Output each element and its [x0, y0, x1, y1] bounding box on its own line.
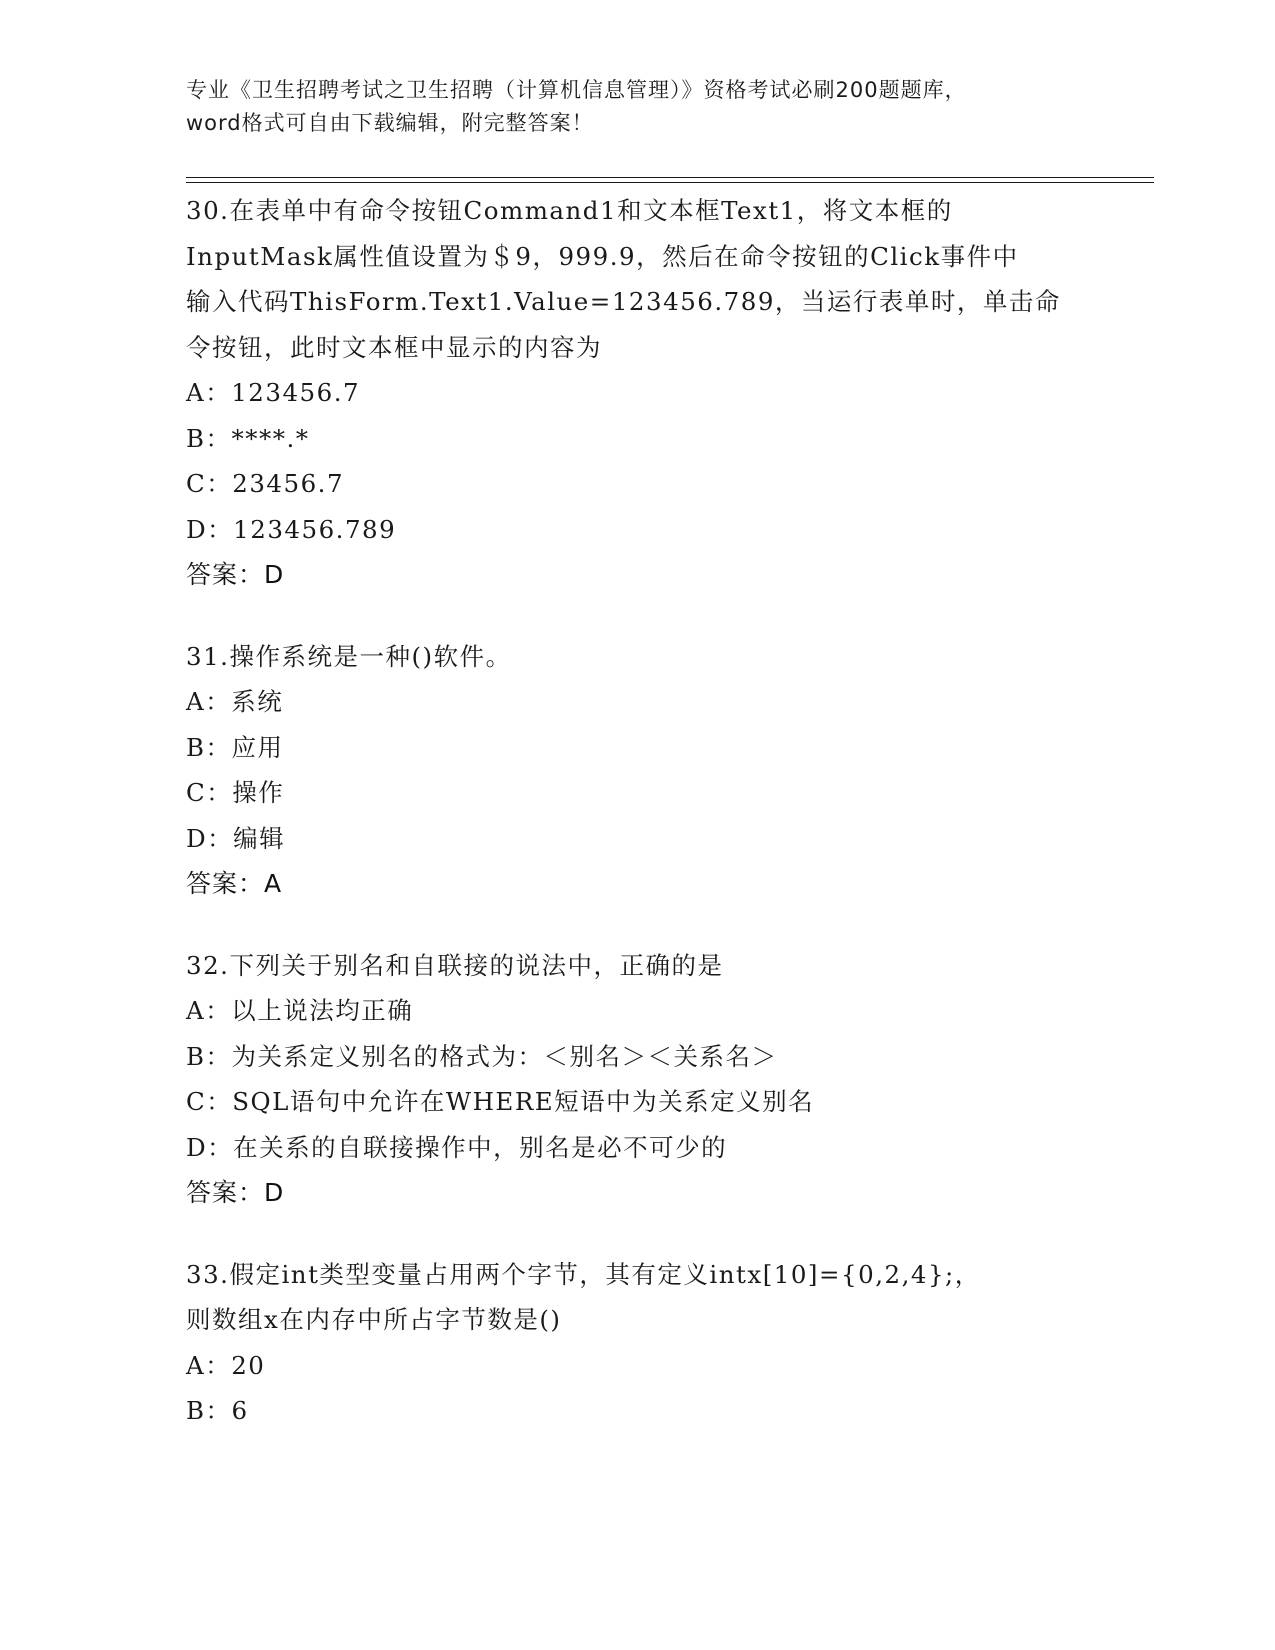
option-b: B：应用	[186, 732, 284, 762]
header-divider-top	[186, 177, 1154, 178]
option-a: A：系统	[186, 687, 284, 716]
question-30	[186, 188, 1086, 598]
question-list	[186, 188, 1086, 1470]
header-divider-bottom	[186, 182, 1154, 183]
option-b: B：****.*	[186, 423, 310, 453]
answer: 答案：A	[186, 869, 283, 898]
option-c: C：SQL语句中允许在WHERE短语中为关系定义别名	[186, 1087, 815, 1116]
question-stem-line: 30.在表单中有命令按钮Command1和文本框Text1，将文本框的	[186, 196, 953, 225]
option-b: B：6	[186, 1396, 249, 1425]
header-line-2: word格式可自由下载编辑，附完整答案！	[186, 111, 594, 135]
option-c: C：操作	[186, 778, 285, 807]
question-31	[186, 634, 1086, 907]
question-stem-line: 32.下列关于别名和自联接的说法中，正确的是	[186, 950, 724, 980]
answer: 答案：D	[186, 1178, 285, 1207]
option-d: D：编辑	[186, 823, 286, 853]
document-header	[186, 74, 1086, 140]
question-stem-line: 输入代码ThisForm.Text1.Value=123456.789，当运行表单时，单击命	[186, 287, 1061, 316]
header-line-1: 专业《卫生招聘考试之卫生招聘（计算机信息管理）》资格考试必刷200题题库，	[186, 78, 967, 102]
question-stem-line: 31.操作系统是一种()软件。	[186, 641, 512, 671]
question-stem-line: 33.假定int类型变量占用两个字节，其有定义intx[10]={0,2,4};，	[186, 1259, 981, 1289]
option-a: A：123456.7	[186, 378, 361, 407]
question-stem-line: 令按钮，此时文本框中显示的内容为	[186, 332, 602, 362]
option-c: C：23456.7	[186, 469, 345, 498]
question-stem-line: InputMask属性值设置为＄9，999.9，然后在命令按钮的Click事件中	[186, 241, 1019, 271]
option-a: A：以上说法均正确	[186, 996, 414, 1025]
option-d: D：123456.789	[186, 514, 397, 544]
option-a: A：20	[186, 1350, 266, 1380]
answer: 答案：D	[186, 560, 285, 589]
option-d: D：在关系的自联接操作中，别名是必不可少的	[186, 1132, 728, 1162]
question-32	[186, 943, 1086, 1216]
question-33	[186, 1252, 1086, 1434]
option-b: B：为关系定义别名的格式为：＜别名＞＜关系名＞	[186, 1041, 778, 1071]
question-stem-line: 则数组x在内存中所占字节数是()	[186, 1305, 562, 1334]
